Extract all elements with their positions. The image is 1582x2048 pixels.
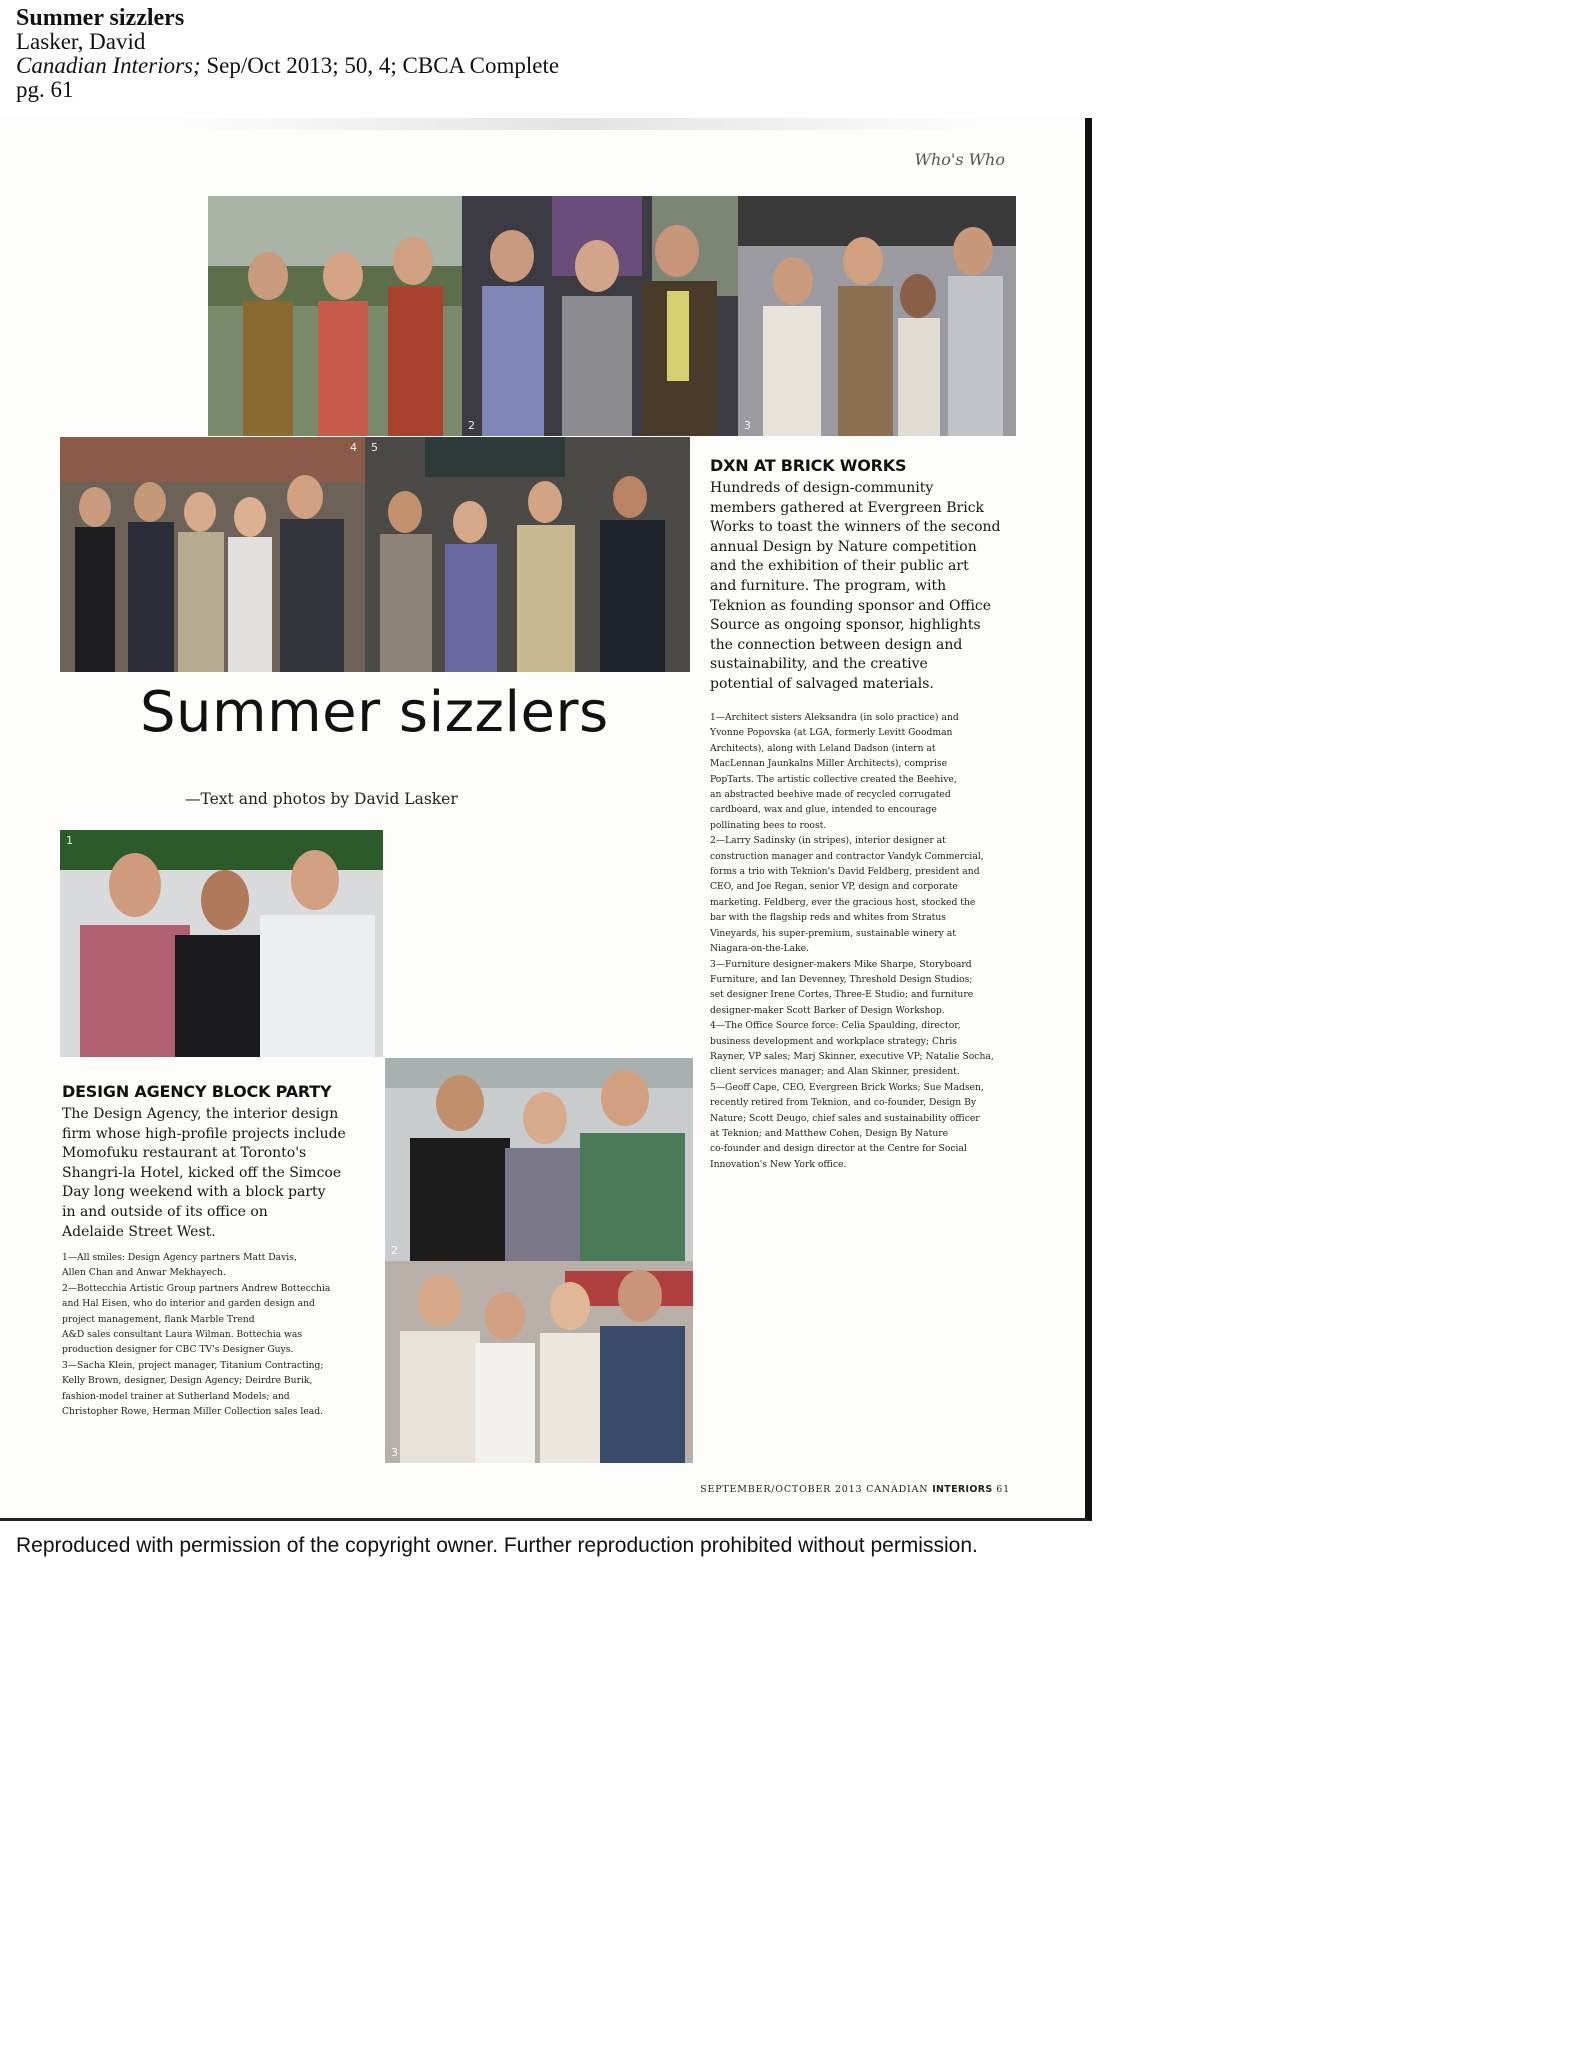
photo-agency-1 xyxy=(60,830,383,1057)
agency-captions xyxy=(62,1250,330,1419)
dxn-captions xyxy=(710,710,994,1172)
intro-line: Shangri-la Hotel, kicked off the Simcoe xyxy=(62,1164,342,1181)
caption-line: CEO, and Joe Regan, senior VP, design and corporate xyxy=(710,881,958,893)
citation-page: pg. 61 xyxy=(16,77,74,102)
photo-top-1 xyxy=(208,196,462,436)
intro-line: sustainability, and the creative xyxy=(710,656,928,673)
caption-line: construction manager and contractor Vandyk Commercial, xyxy=(710,850,984,862)
citation-title: Summer sizzlers xyxy=(16,5,185,31)
intro-line: Source as ongoing sponsor, highlights xyxy=(710,617,981,634)
caption-line: project management, flank Marble Trend xyxy=(62,1313,255,1325)
photo-top-2 xyxy=(462,196,738,436)
caption-line: client services manager; and Alan Skinner, president. xyxy=(710,1066,960,1078)
intro-line: Teknion as founding sponsor and Office xyxy=(710,597,992,614)
citation-details: Sep/Oct 2013; 50, 4; CBCA Complete xyxy=(206,53,560,78)
caption-line: at Teknion; and Matthew Cohen, Design By Nature xyxy=(710,1127,949,1139)
intro-line: potential of salvaged materials. xyxy=(710,675,934,692)
photo-number: 1 xyxy=(66,834,73,847)
agency-heading: DESIGN AGENCY BLOCK PARTY xyxy=(62,1082,332,1101)
footer-page-number: 61 xyxy=(996,1484,1010,1495)
intro-line: Works to toast the winners of the second xyxy=(710,519,1001,536)
dxn-intro xyxy=(710,479,1001,695)
caption-line: 5—Geoff Cape, CEO, Evergreen Brick Works; Sue Madsen, xyxy=(710,1081,984,1093)
photo-number: 2 xyxy=(468,419,475,432)
caption-line: business development and workplace strategy; Chris xyxy=(710,1035,957,1047)
photo-top-1-image xyxy=(208,196,462,436)
intro-line: Momofuku restaurant at Toronto's xyxy=(62,1145,307,1162)
caption-line: MacLennan Jaunkalns Miller Architects), comprise xyxy=(710,758,948,770)
dxn-heading: DXN AT BRICK WORKS xyxy=(710,456,907,475)
intro-line: and the exhibition of their public art xyxy=(710,558,969,575)
caption-line: 2—Larry Sadinsky (in stripes), interior designer at xyxy=(710,835,946,847)
caption-line: forms a trio with Teknion's David Feldberg, president and xyxy=(710,866,980,878)
caption-line: Allen Chan and Anwar Mekhayech. xyxy=(62,1267,226,1279)
photo-mid-4 xyxy=(60,437,365,672)
caption-line: Yvonne Popovska (at LGA, formerly Levitt Goodman xyxy=(710,727,953,739)
photo-top-3 xyxy=(738,196,1016,436)
photo-mid-5-image xyxy=(365,437,690,672)
photo-number: 4 xyxy=(350,441,357,454)
caption-line: Furniture, and Ian Devenney, Threshold Design Studios; xyxy=(710,973,973,985)
photo-top-2-image xyxy=(462,196,738,436)
footer-issue: SEPTEMBER/OCTOBER 2013 CANADIAN xyxy=(700,1484,929,1495)
permission-notice: Reproduced with permission of the copyright owner. Further reproduction prohibited without permission. xyxy=(16,1534,978,1557)
caption-line: 3—Furniture designer-makers Mike Sharpe, Storyboard xyxy=(710,958,972,970)
intro-line: annual Design by Nature competition xyxy=(710,538,977,555)
citation-author: Lasker, David xyxy=(16,29,146,54)
photo-number: 3 xyxy=(744,419,751,432)
citation-header xyxy=(16,6,559,102)
article-byline: —Text and photos by David Lasker xyxy=(185,790,458,808)
caption-line: recently retired from Teknion, and co-founder, Design By xyxy=(710,1097,977,1109)
caption-line: Rayner, VP sales; Marj Skinner, executive VP; Natalie Socha, xyxy=(710,1050,994,1062)
article-title: Summer sizzlers xyxy=(140,680,609,745)
caption-line: Niagara-on-the-Lake. xyxy=(710,943,809,955)
photo-mid-5 xyxy=(365,437,690,672)
photo-agency-1-image xyxy=(60,830,383,1057)
photo-number: 3 xyxy=(391,1446,398,1459)
caption-line: an abstracted beehive made of recycled corrugated xyxy=(710,789,951,801)
intro-line: Hundreds of design-community xyxy=(710,480,934,496)
caption-line: PopTarts. The artistic collective created the Beehive, xyxy=(710,773,957,785)
caption-line: set designer Irene Cortes, Three-E Studio; and furniture xyxy=(710,989,974,1001)
photo-agency-2-image xyxy=(385,1058,693,1261)
photo-top-3-image xyxy=(738,196,1016,436)
page-footer xyxy=(700,1484,1010,1495)
caption-line: Vineyards, his super-premium, sustainable winery at xyxy=(710,927,956,939)
intro-line: members gathered at Evergreen Brick xyxy=(710,499,985,516)
caption-line: 3—Sacha Klein, project manager, Titanium Contracting; xyxy=(62,1359,324,1371)
agency-intro xyxy=(62,1105,346,1242)
caption-line: 2—Bottecchia Artistic Group partners Andrew Bottecchia xyxy=(62,1282,331,1294)
scanned-magazine-page xyxy=(0,118,1092,1521)
footer-brand: INTERIORS xyxy=(932,1484,993,1495)
caption-line: bar with the flagship reds and whites from Stratus xyxy=(710,912,946,924)
caption-line: fashion-model trainer at Sutherland Models; and xyxy=(62,1390,290,1402)
intro-line: and furniture. The program, with xyxy=(710,577,947,594)
scan-shadow xyxy=(180,118,980,130)
caption-line: Innovation's New York office. xyxy=(710,1158,847,1170)
intro-line: the connection between design and xyxy=(710,636,963,653)
intro-line: The Design Agency, the interior design xyxy=(62,1106,339,1122)
intro-line: Adelaide Street West. xyxy=(62,1223,216,1240)
caption-line: 4—The Office Source force: Celia Spaulding, director, xyxy=(710,1020,961,1032)
photo-mid-4-image xyxy=(60,437,365,672)
caption-line: Architects), along with Leland Dadson (intern at xyxy=(710,742,936,754)
intro-line: Day long weekend with a block party xyxy=(62,1184,326,1201)
section-tag: Who's Who xyxy=(914,150,1005,169)
intro-line: firm whose high-profile projects include xyxy=(62,1125,346,1142)
photo-number: 2 xyxy=(391,1244,398,1257)
citation-source xyxy=(16,54,559,78)
caption-line: pollinating bees to roost. xyxy=(710,819,827,831)
caption-line: Christopher Rowe, Herman Miller Collection sales lead. xyxy=(62,1406,324,1418)
photo-agency-2 xyxy=(385,1058,693,1261)
caption-line: 1—Architect sisters Aleksandra (in solo practice) and xyxy=(710,712,959,723)
citation-journal: Canadian Interiors; xyxy=(16,53,201,78)
caption-line: 1—All smiles: Design Agency partners Matt Davis, xyxy=(62,1252,297,1263)
caption-line: Kelly Brown, designer, Design Agency; Deirdre Burik, xyxy=(62,1375,313,1387)
caption-line: Nature; Scott Deugo, chief sales and sustainability officer xyxy=(710,1112,980,1124)
photo-agency-3 xyxy=(385,1261,693,1463)
caption-line: production designer for CBC TV's Designer Guys. xyxy=(62,1344,294,1356)
caption-line: marketing. Feldberg, ever the gracious host, stocked the xyxy=(710,896,976,908)
caption-line: co-founder and design director at the Centre for Social xyxy=(710,1143,967,1155)
photo-number: 5 xyxy=(371,441,378,454)
caption-line: designer-maker Scott Barker of Design Workshop. xyxy=(710,1004,945,1016)
intro-line: in and outside of its office on xyxy=(62,1203,268,1220)
caption-line: cardboard, wax and glue, intended to encourage xyxy=(710,804,937,816)
photo-agency-3-image xyxy=(385,1261,693,1463)
caption-line: and Hal Eisen, who do interior and garden design and xyxy=(62,1298,315,1310)
caption-line: A&D sales consultant Laura Wilman. Bottechia was xyxy=(62,1329,303,1341)
